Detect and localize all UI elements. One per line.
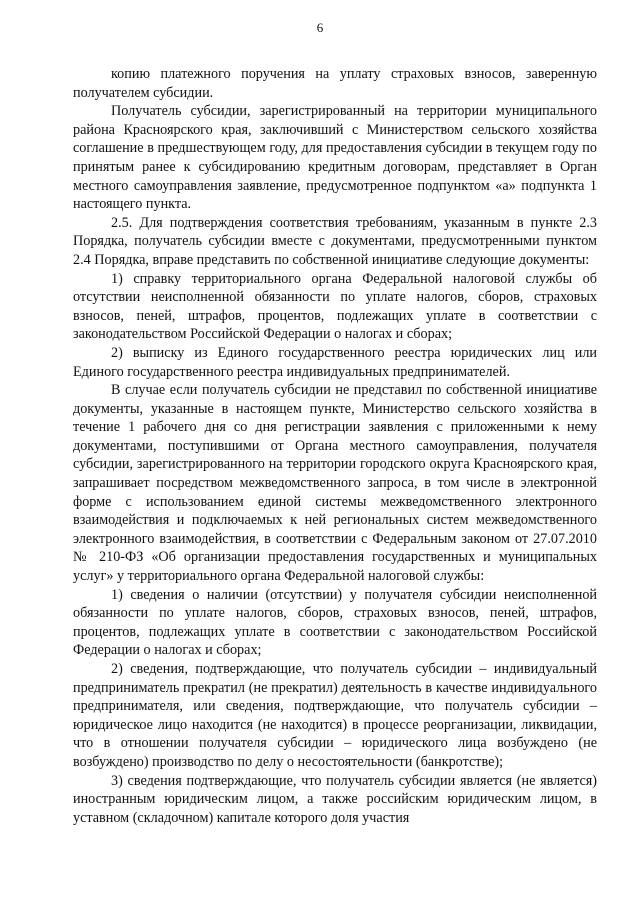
paragraph-entrepreneur-status-info: 2) сведения, подтверждающие, что получатель субсидии – индивидуальный предприниматель прекратил (не прекратил) деятельность в качестве индивидуального предпринимателя, или сведения, подтверждающие, что получатель субсидии – юридическое лицо находится (не находится) в процессе реорганизации, ликвидации, что в отношении получателя субсидии – юридического лица возбуждено (не возбуждено) производство по делу о несостоятельности (банкротстве); xyxy=(73,661,597,770)
paragraph-interagency-request: В случае если получатель субсидии не представил по собственной инициативе документы, указанные в настоящем пункте, Министерство сельского хозяйства в течение 1 рабочего дня со дня регистрации заявления с приложенными к нему документами, поступившими от Органа местного самоуправления, получателя субсидии, зарегистрированного на территории городского округа Красноярского края, запрашивает посредством межведомственного запроса, в том числе в электронной форме с использованием единой системы межведомственного электронного взаимодействия и подключаемых к ней региональных систем межведомственного электронного взаимодействия, в соответствии с Федеральным законом от 27.07.2010 № 210-ФЗ «Об организации предоставления государственных и муниципальных услуг» у территориального органа Федеральной налоговой службы: xyxy=(73,382,597,585)
paragraph-payment-order-copy: копию платежного поручения на уплату страховых взносов, заверенную получателем субсидии. xyxy=(73,66,597,101)
paragraph-foreign-entity-info: 3) сведения подтверждающие, что получатель субсидии является (не является) иностранным юридическим лицом, а также российским юридическим лицом, в уставном (складочном) капитале которого доля участия xyxy=(73,772,597,826)
paragraph-2-5: 2.5. Для подтверждения соответствия требованиям, указанным в пункте 2.3 Порядка, получатель субсидии вместе с документами, предусмотренными пунктом 2.4 Порядка, вправе представить по собственной инициативе следующие документы: xyxy=(73,214,597,268)
paragraph-recipient-registered: Получатель субсидии, зарегистрированный на территории муниципального района Красноярского края, заключивший с Министерством сельского хозяйства соглашение в предшествующем году, для предоставления субсидии в текущем году по принятым ранее к субсидированию кредитным договорам, представляет в Орган местного самоуправления заявление, предусмотренное подпунктом «а» подпункта 1 настоящего пункта. xyxy=(73,103,597,213)
page-number: 6 xyxy=(316,20,324,35)
paragraph-tax-certificate: 1) справку территориального органа Федеральной налоговой службы об отсутствии неисполненной обязанности по уплате налогов, сборов, страховых взносов, пеней, штрафов, процентов, подлежащих уплате в соответствии с законодательством Российской Федерации о налогах и сборах; xyxy=(73,270,597,343)
paragraph-tax-obligation-info: 1) сведения о наличии (отсутствии) у получателя субсидии неисполненной обязанности по уплате налогов, сборов, страховых взносов, пеней, штрафов, процентов, подлежащих уплате в соответствии с законодательством Российской Федерации о налогах и сборах; xyxy=(73,586,597,659)
document-body xyxy=(73,63,597,827)
paragraph-registry-extract: 2) выписку из Единого государственного реестра юридических лиц или Единого государственного реестра индивидуальных предпринимателей. xyxy=(73,344,597,380)
